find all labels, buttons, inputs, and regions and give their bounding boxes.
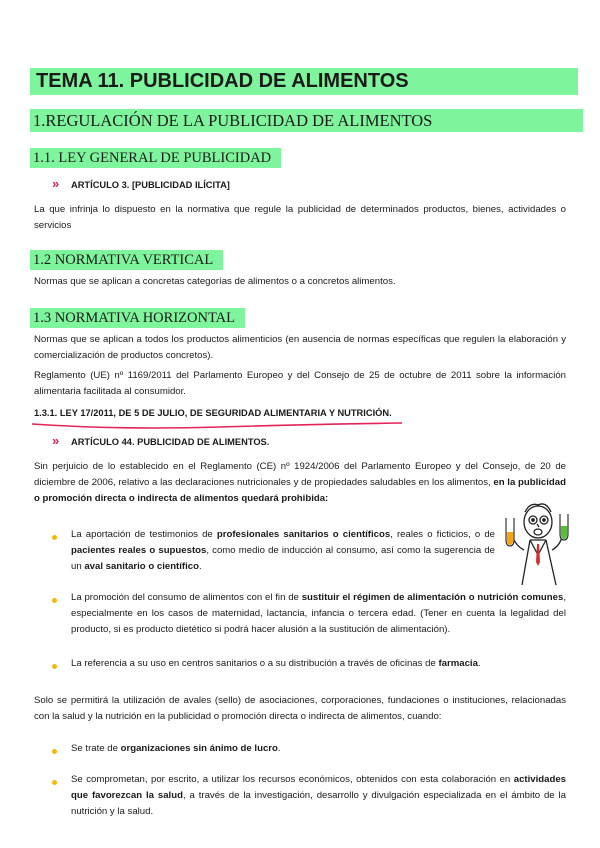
paragraph-avales: Solo se permitirá la utilización de avales (sello) de asociaciones, corporaciones, fundaciones o instituciones, relacionadas con la salud y la nutrición en la publicidad o promoción directa o indirecta de alimentos, cuando: xyxy=(34,695,566,722)
paragraph-articulo-44: Sin perjuicio de lo establecido en el Reglamento (CE) nº 1924/2006 del Parlamento Europeo y del Consejo, de 20 de diciembre de 2006, relativo a las declaraciones nutricionales y de propiedades saludables en los alimentos, en la publicidad o promoción directa o indirecta de alimentos quedará prohibida: xyxy=(34,461,566,504)
heading-1-2: 1.2 NORMATIVA VERTICAL xyxy=(30,250,223,270)
paragraph-normativa-vertical: Normas que se aplican a concretas categorías de alimentos o a concretos alimentos. xyxy=(34,276,396,287)
bullet-icon xyxy=(52,664,57,669)
scientist-illustration xyxy=(500,500,575,588)
bullet-icon xyxy=(52,780,57,785)
page-title: TEMA 11. PUBLICIDAD DE ALIMENTOS xyxy=(30,68,578,95)
section-heading-1: 1.REGULACIÓN DE LA PUBLICIDAD DE ALIMENTOS xyxy=(30,109,583,132)
paragraph-publicidad-ilicita: La que infrinja lo dispuesto en la normativa que regule la publicidad de determinados productos, bienes, actividades o servicios xyxy=(34,204,566,231)
heading-1-1: 1.1. LEY GENERAL DE PUBLICIDAD xyxy=(30,148,281,168)
list-item: La referencia a su uso en centros sanitarios o a su distribución a través de oficinas de farmacia. xyxy=(71,658,481,669)
paragraph-reglamento-1169: Reglamento (UE) nº 1169/2011 del Parlamento Europeo y del Consejo de 25 de octubre de 2011 sobre la información alimentaria facilitada al consumidor. xyxy=(34,370,566,397)
article-44-title: ARTÍCULO 44. PUBLICIDAD DE ALIMENTOS. xyxy=(71,437,270,447)
bullet-icon xyxy=(52,598,57,603)
chevron-right-icon: » xyxy=(52,433,60,448)
paragraph-normativa-horizontal: Normas que se aplican a todos los productos alimenticios (en ausencia de normas específicas que regulen la elaboración y comercialización de productos concretos). xyxy=(34,334,566,361)
chevron-right-icon: » xyxy=(52,176,60,191)
list-item: Se trate de organizaciones sin ánimo de lucro. xyxy=(71,743,281,754)
bullet-icon xyxy=(52,535,57,540)
heading-1-3: 1.3 NORMATIVA HORIZONTAL xyxy=(30,308,245,328)
pink-underline xyxy=(30,418,405,432)
law-17-2011-heading: 1.3.1. LEY 17/2011, DE 5 DE JULIO, DE SEGURIDAD ALIMENTARIA Y NUTRICIÓN. xyxy=(34,408,392,418)
article-3-title: ARTÍCULO 3. [PUBLICIDAD ILÍCITA] xyxy=(71,180,230,190)
list-item: La promoción del consumo de alimentos con el fin de sustituir el régimen de alimentación o nutrición comunes, especialmente en los casos de maternidad, lactancia, infancia o tercera edad. (Tener en cuenta la legalidad del producto, si es producto dietético si podrá hacer alusión a la sustitución de alimentación). xyxy=(71,592,566,635)
list-item: Se comprometan, por escrito, a utilizar los recursos económicos, obtenidos con esta colaboración en actividades que favorezcan la salud, a través de la investigación, desarrollo y divulgación especializada en el ámbito de la nutrición y la salud. xyxy=(71,774,567,817)
bullet-icon xyxy=(52,749,57,754)
list-item: La aportación de testimonios de profesionales sanitarios o científicos, reales o ficticios, o de pacientes reales o supuestos, como medio de inducción al consumo, así como la sugerencia de un aval sanitario o científico. xyxy=(71,529,496,572)
